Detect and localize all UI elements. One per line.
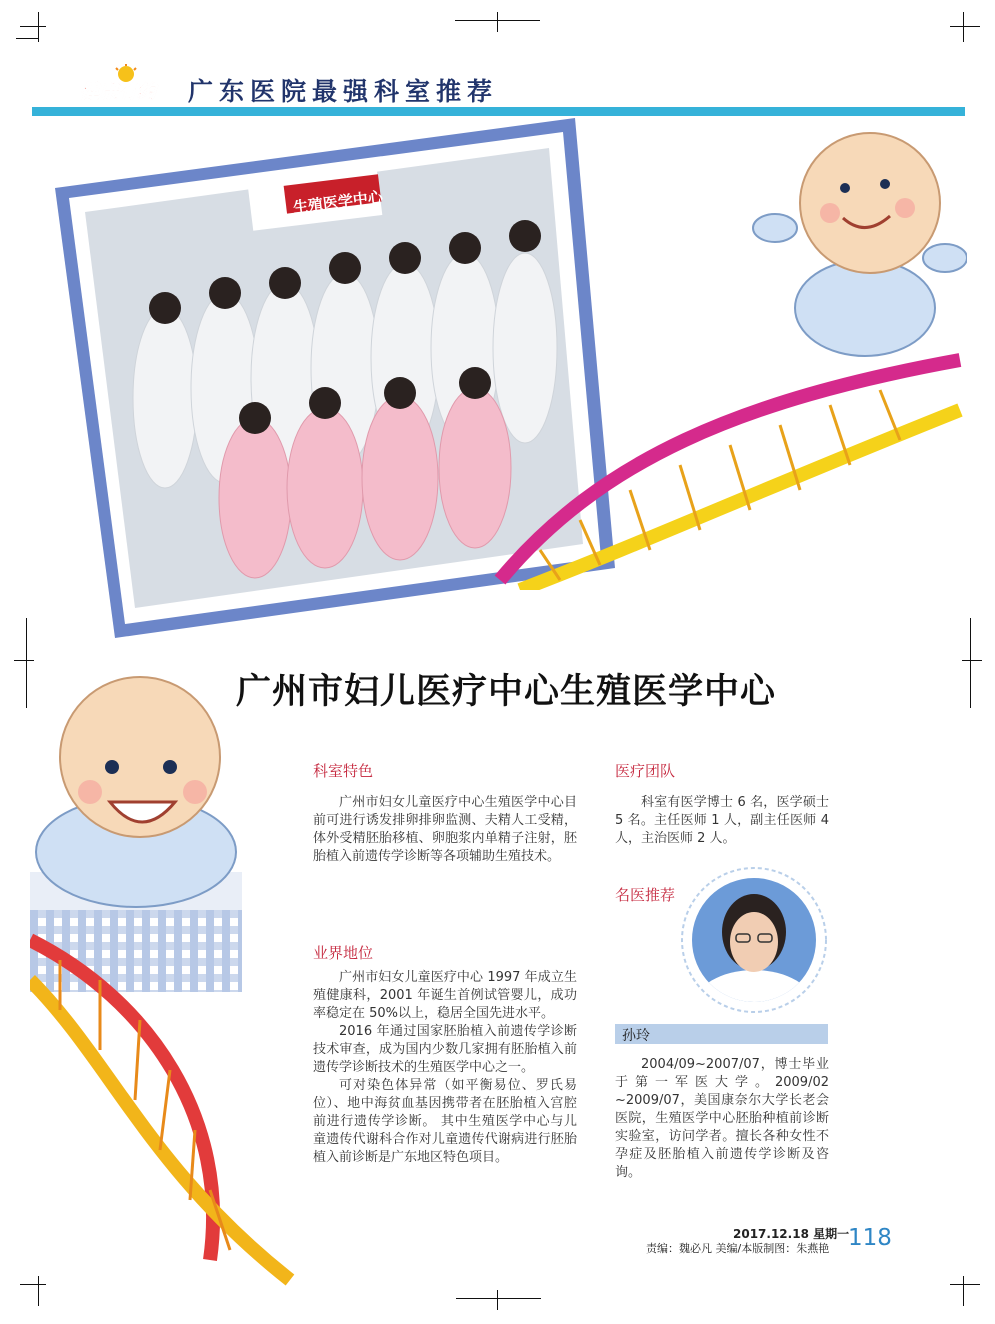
status-paragraph: 广州市妇女儿童医疗中心 1997 年成立生殖健康科，2001 年诞生首例试管婴儿，成功率稳定在 50%以上，稳居全国先进水平。 xyxy=(313,970,577,1021)
doctor-portrait xyxy=(680,866,828,1014)
dna-helix-illustration-left xyxy=(30,920,300,1290)
features-body xyxy=(313,794,577,866)
features-heading: 科室特色 xyxy=(313,762,374,780)
doctor-heading: 名医推荐 xyxy=(615,886,676,904)
main-title: 广州市妇儿医疗中心生殖医学中心 xyxy=(236,672,777,712)
footer-credits: 责编：魏必凡 美编/本版制图：朱燕艳 xyxy=(646,1242,830,1255)
team-paragraph: 科室有医学博士 6 名，医学硕士 5 名。主任医师 1 人，副主任医师 4 人，主治医师 2 人。 xyxy=(615,795,829,846)
baby-illustration-left xyxy=(30,672,245,922)
dna-helix-illustration xyxy=(480,340,970,590)
header-bar xyxy=(32,107,965,116)
status-body xyxy=(313,969,577,1167)
doctor-name: 孙玲 xyxy=(622,1028,650,1044)
logo-text: 健康有约 xyxy=(80,81,157,103)
header-title: 广东医院最强科室推荐 xyxy=(188,77,499,106)
magazine-logo xyxy=(80,64,172,104)
doctor-paragraph: 2004/09~2007/07，博士毕业于第一军医大学。2009/02 ~2009/07，美国康奈尔大学长老会医院，生殖医学中心胚胎种植前诊断实验室，访问学者。擅长各种女性不孕症及胚胎植入前遗传学诊断及咨询。 xyxy=(615,1057,829,1180)
status-paragraph: 可对染色体异常（如平衡易位、罗氏易位）、地中海贫血基因携带者在胚胎植入宫腔前进行遗传学诊断。 其中生殖医学中心与儿童遗传代谢科合作对儿童遗传代谢病进行胚胎植入前诊断是广东地区特色项目。 xyxy=(313,1078,577,1165)
status-paragraph: 2016 年通过国家胚胎植入前遗传学诊断技术审查，成为国内少数几家拥有胚胎植入前遗传学诊断技术的生殖医学中心之一。 xyxy=(313,1024,577,1075)
baby-illustration-top xyxy=(735,118,967,358)
team-body xyxy=(615,794,829,848)
photo-sign-text: 生殖医学中心 xyxy=(292,187,384,217)
team-heading: 医疗团队 xyxy=(615,762,676,780)
features-paragraph: 广州市妇女儿童医疗中心生殖医学中心目前可进行诱发排卵排卵监测、夫精人工受精，体外受精胚胎移植、卵胞浆内单精子注射，胚胎植入前遗传学诊断等各项辅助生殖技术。 xyxy=(313,795,577,864)
doctor-body xyxy=(615,1056,829,1182)
footer-date: 2017.12.18 星期一 xyxy=(733,1227,850,1241)
status-heading: 业界地位 xyxy=(313,944,374,962)
page-number: 118 xyxy=(848,1225,892,1251)
